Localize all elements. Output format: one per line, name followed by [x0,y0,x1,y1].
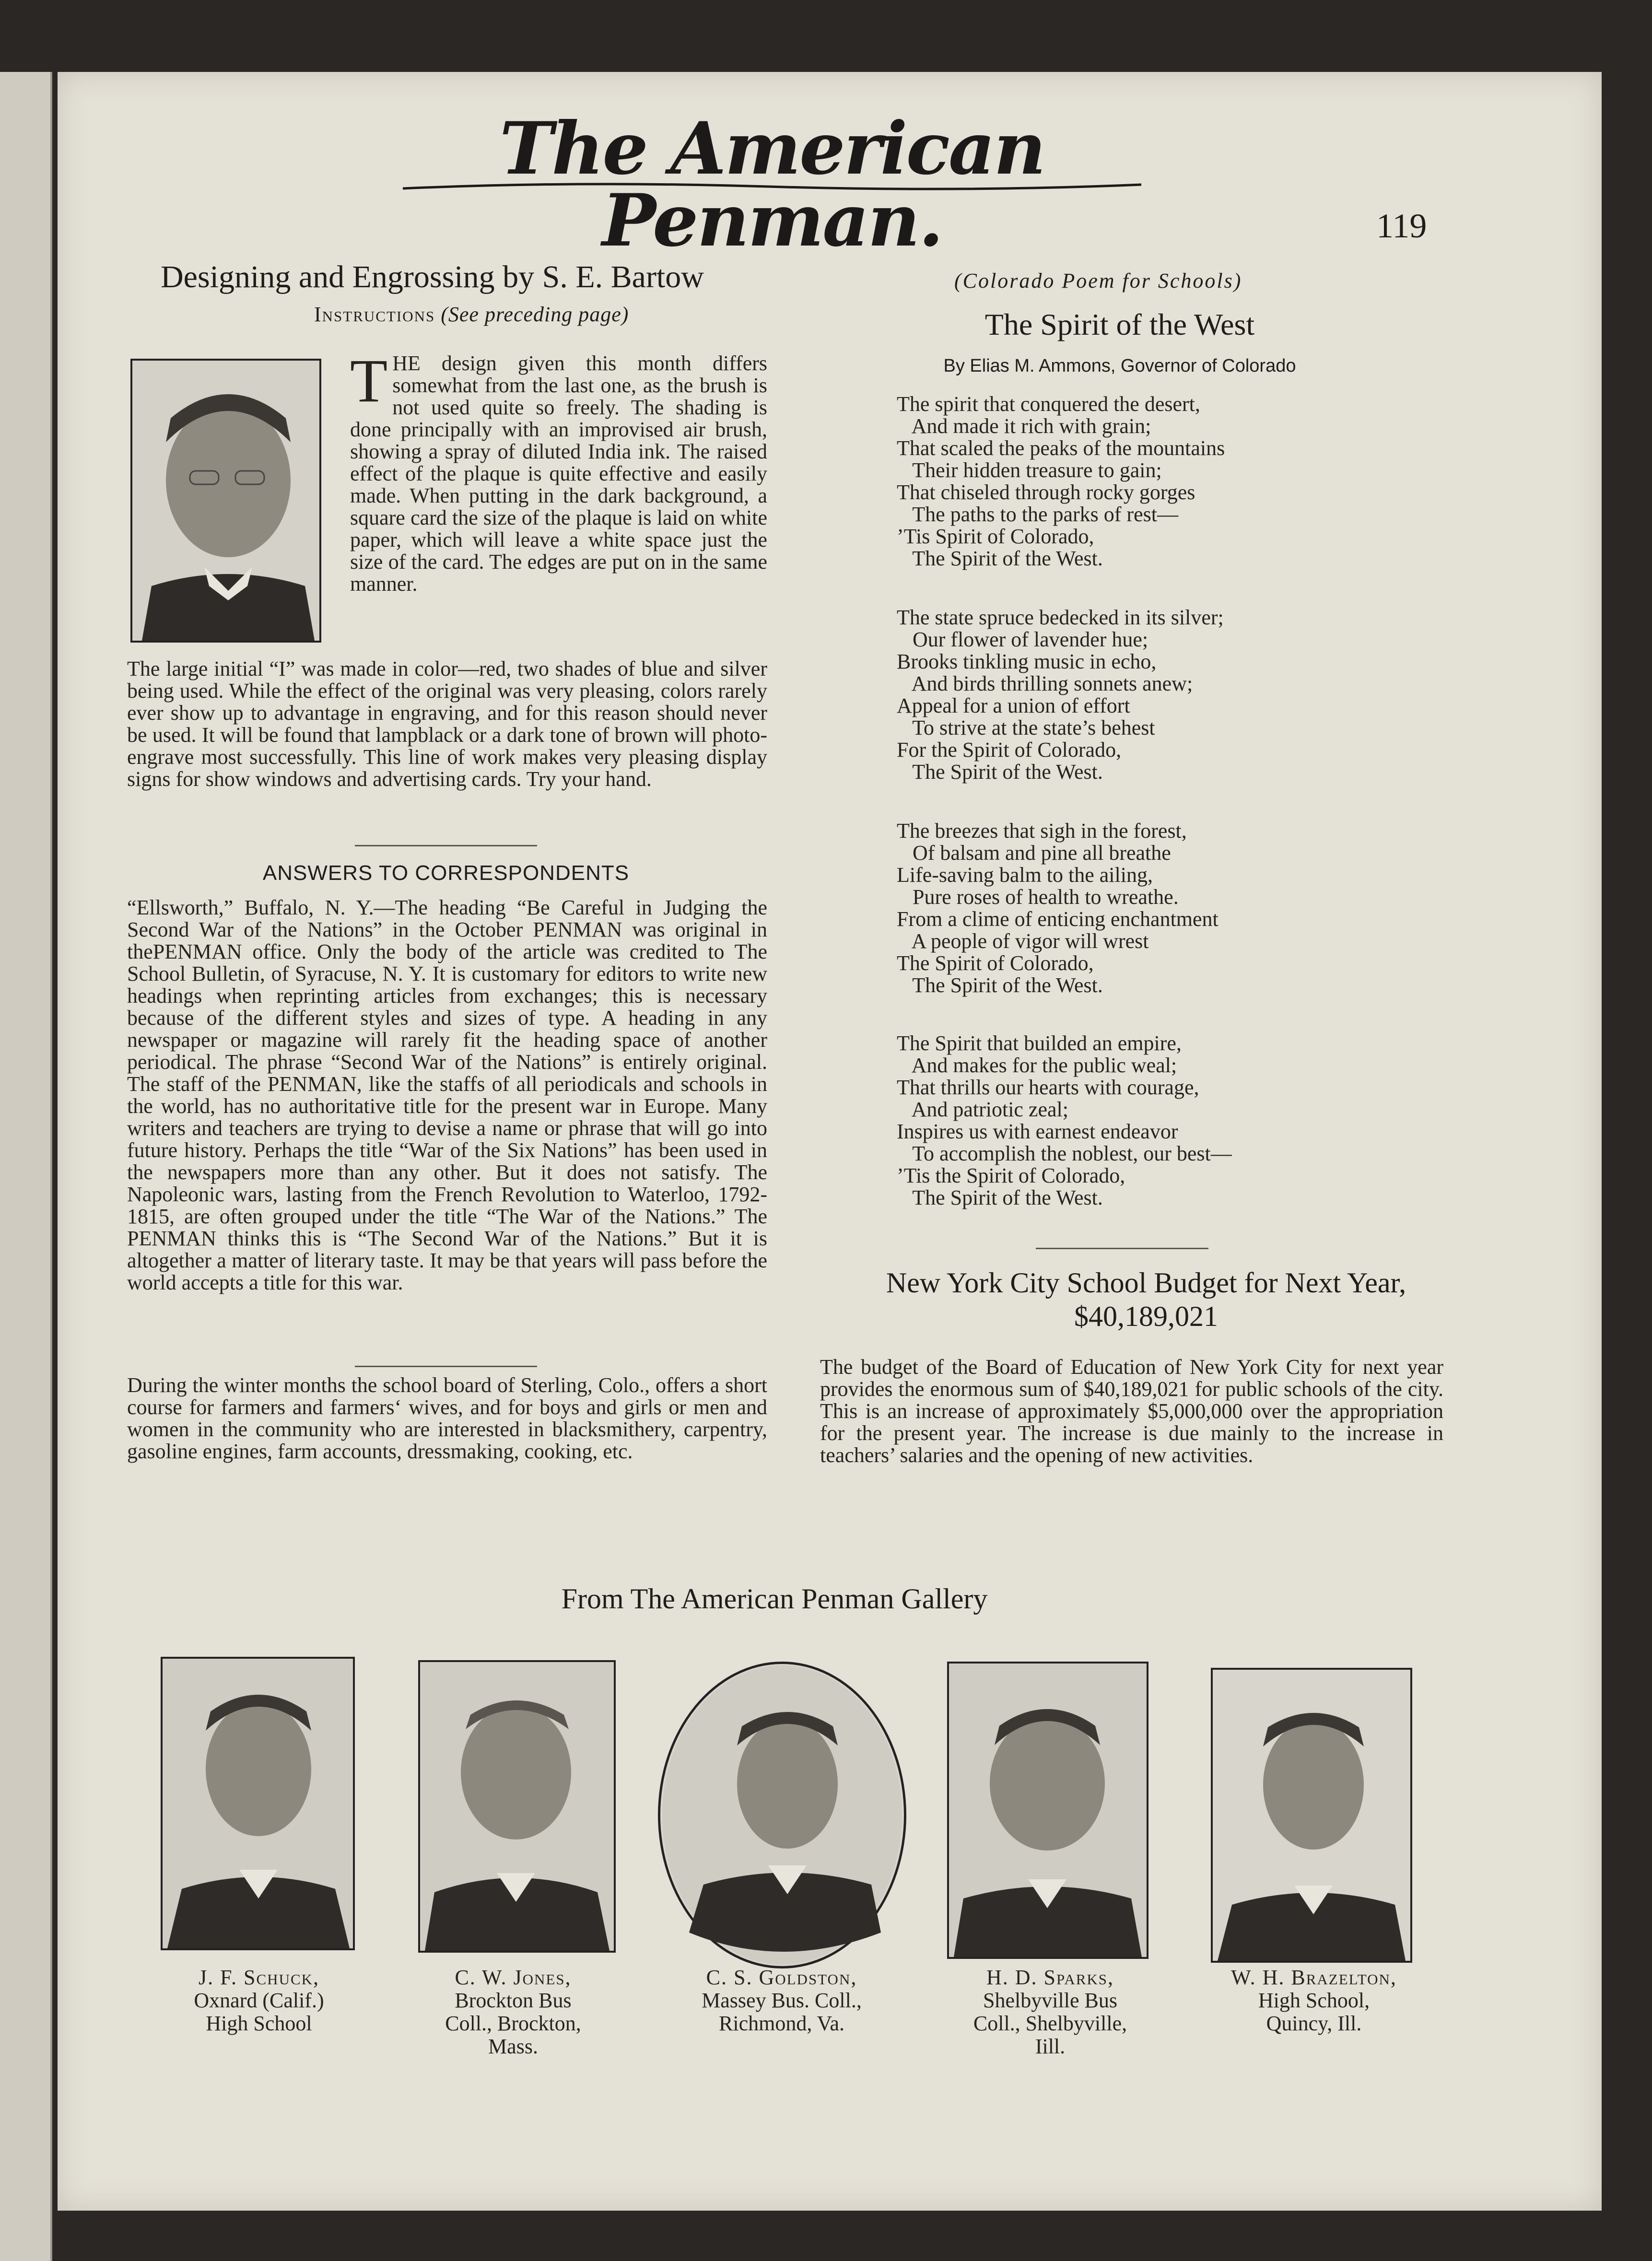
section-divider [355,845,537,846]
section-divider [1036,1248,1208,1249]
gallery-caption-goldston [657,1966,906,2035]
page-number: 119 [1376,207,1427,245]
caption-line: Massey Bus. Coll., [702,1989,862,2012]
caption-line: Oxnard (Calif.) [194,1989,324,2012]
poem-byline: By Elias M. Ammons, Governor of Colorado [943,356,1296,376]
sterling-note: During the winter months the school board of Sterling, Colo., offers a short course for farmers and farmers‘ wives, and for boys and girls or men and women in the community who are interested in blacksmithery, carpentry, gasoline engines, farm accounts, dressmaking, cooking, etc. [127,1373,767,1463]
section-divider [355,1366,537,1367]
instructions-line [314,302,629,327]
masthead-text: The American Penman. [499,106,1045,263]
poem-title: The Spirit of the West [984,307,1255,341]
previous-page-edge [0,72,52,2261]
caption-line: Shelbyville Bus [983,1989,1117,2012]
caption-name: H. D. Sparks, [986,1966,1114,1989]
masthead-flourish [384,180,1160,194]
portrait-illustration [949,1664,1147,1957]
gallery-caption-jones [398,1966,628,2058]
poem-subtitle: (Colorado Poem for Schools) [954,269,1242,293]
portrait-illustration [420,1662,614,1951]
gallery-photo-schuck [161,1657,355,1950]
portrait-illustration [132,361,319,641]
budget-text: The budget of the Board of Education of New York City for next year provides the enormous sum of $40,189,021 for public schools of the city. This is an increase of approximately $5,000,000 over the appropriation for the present year. The increase is due mainly to the increase in teachers’ salaries and the opening of new activities. [820,1355,1443,1467]
poem-stanza: The breezes that sigh in the forest, Of balsam and pine all breathe Life-saving balm to the ailing, Pure roses of health to wreathe. From a clime of enticing enchantment A people of vigor will wrest The Spirit of Colorado, The Spirit of the West. [897,819,1218,997]
caption-name: C. S. Goldston, [706,1966,857,1989]
drop-cap: T [350,347,388,415]
gallery-caption-brazelton [1194,1966,1434,2035]
caption-line: Richmond, Va. [719,2012,844,2035]
gallery-caption-sparks [930,1966,1170,2058]
budget-headline: New York City School Budget for Next Year, $40,189,021 [886,1267,1406,1332]
portrait-illustration [1213,1670,1410,1961]
gallery-photo-sparks [947,1662,1148,1959]
caption-line: High School, [1258,1989,1370,2012]
caption-line: Coll., Shelbyville, [973,2012,1127,2035]
masthead-title [384,106,1160,263]
caption-line: Mass. [488,2035,538,2058]
instructions-note: (See preceding page) [441,303,629,326]
gallery-caption-schuck [144,1966,374,2035]
poem-stanza: The state spruce bedecked in its silver; Our flower of lavender hue; Brooks tinkling music in echo, And birds thrilling sonnets anew; Appeal for a union of effort To strive at the state’s behest For the Spirit of Colorado, The Spirit of the West. [897,606,1224,784]
poem-stanza: The Spirit that builded an empire, And makes for the public weal; That thrills our hearts with courage, And patriotic zeal; Inspires us with earnest endeavor To accomplish the noblest, our best— ’Tis the Spirit of Colorado, The Spirit of the West. [897,1031,1232,1209]
caption-name: W. H. Brazelton, [1231,1966,1397,1989]
lede-paragraph [350,347,767,596]
caption-line: Quincy, Ill. [1266,2012,1362,2035]
lede-continued: The large initial “I” was made in color—red, two shades of blue and silver being used. While the effect of the original was very pleasing, colors rarely ever show up to advantage in engraving, and for this reason should never be used. It will be found that lampblack or a dark tone of brown will photo-engrave most successfully. This line of work makes very pleasing display signs for show windows and advertising cards. Try your hand. [127,657,767,791]
lede-text: HE design given this month differs somewhat from the last one, as the brush is not used quite so freely. The shading is done principally with an improvised air brush, showing a spray of diluted India ink. The raised effect of the plaque is quite effective and easily made. When putting in the dark background, a square card the size of the plaque is laid on white paper, which will leave a white space just the size of the card. The edges are put on in the same manner. [350,351,767,596]
portrait-illustration [660,1664,904,1966]
caption-line: Coll., Brockton, [445,2012,581,2035]
article-title: Designing and Engrossing by S. E. Bartow [161,259,704,294]
poem-stanza: The spirit that conquered the desert, And made it rich with grain; That scaled the peaks of the mountains Their hidden treasure to gain; That chiseled through rocky gorges The paths to the parks of rest— ’Tis Spirit of Colorado, The Spirit of the West. [897,392,1225,570]
gallery-photo-goldston [658,1662,906,1968]
portrait-illustration [163,1659,353,1948]
bartow-portrait [130,359,321,643]
caption-line: Brockton Bus [455,1989,572,2012]
gallery-photo-brazelton [1211,1668,1412,1963]
instructions-label: Instructions [314,303,435,326]
caption-line: Iill. [1035,2035,1066,2058]
gallery-heading: From The American Penman Gallery [561,1583,988,1615]
caption-name: C. W. Jones, [455,1966,572,1989]
caption-name: J. F. Schuck, [198,1966,320,1989]
answers-text: “Ellsworth,” Buffalo, N. Y.—The heading “Be Careful in Judging the Second War of the Nations” in the October PENMAN was original in thePENMAN office. Only the body of the article was credited to The School Bulletin, of Syracuse, N. Y. It is customary for editors to write new headings when reprinting articles from exchanges; this is necessary because of the different styles and sizes of type. A heading in any newspaper or magazine will rarely fit the heading space of another periodical. The phrase “Second War of the Nations” is entirely original. The staff of the PENMAN, like the staffs of all periodicals and schools in the world, has no authoritative title for the present war in Europe. Many writers and teachers are trying to devise a name or phrase that will go into future history. Perhaps the title “War of the Six Nations” has been used in the newspapers more than any other. But it does not satisfy. The Napoleonic wars, lasting from the French Revolution to Waterloo, 1792-1815, are often grouped under the title “The War of the Nations.” The PENMAN thinks this is “The Second War of the Nations.” But it is altogether a matter of literary taste. It may be that years will pass before the world accepts a title for this war. [127,896,767,1294]
answers-heading: ANSWERS TO CORRESPONDENTS [262,861,630,885]
gallery-photo-jones [418,1660,616,1953]
caption-line: High School [206,2012,312,2035]
